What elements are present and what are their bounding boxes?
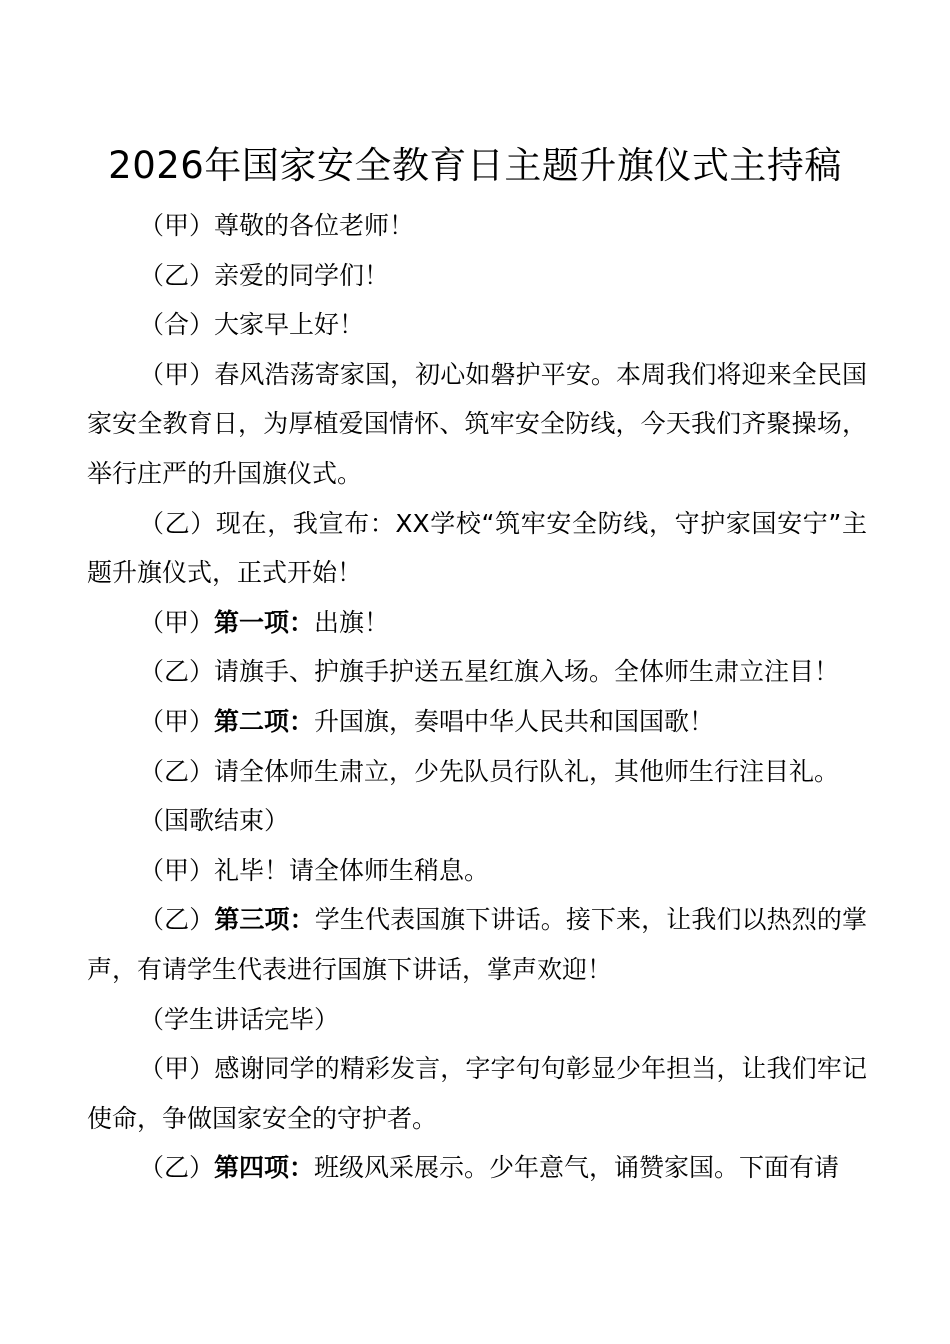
paragraph xyxy=(87,350,867,499)
paragraph xyxy=(87,796,867,846)
paragraph-text: 出旗！ xyxy=(314,607,390,637)
paragraph-text: 请旗手、护旗手护送五星红旗入场。全体师生肃立注目！ xyxy=(214,657,840,687)
paragraph xyxy=(87,300,867,350)
paragraph-text: 感谢同学的精彩发言，字字句句彰显少年担当，让我们牢记使命，争做国家安全的守护者。 xyxy=(87,1054,867,1133)
paragraph-text: 升国旗，奏唱中华人民共和国国歌！ xyxy=(314,706,715,736)
item-label: 第一项： xyxy=(214,607,315,637)
document-body xyxy=(87,201,867,1193)
item-label: 第二项： xyxy=(214,706,315,736)
paragraph-text: （国歌结束） xyxy=(139,806,290,836)
paragraph xyxy=(87,846,867,896)
document-title: 2026年国家安全教育日主题升旗仪式主持稿 xyxy=(108,144,842,187)
paragraph xyxy=(87,697,867,747)
paragraph-text: 请全体师生肃立，少先队员行队礼，其他师生行注目礼。 xyxy=(214,756,840,786)
speaker-label: （甲） xyxy=(139,855,215,885)
paragraph xyxy=(87,1044,867,1143)
paragraph-text: 亲爱的同学们！ xyxy=(214,260,390,290)
paragraph-text: 尊敬的各位老师！ xyxy=(214,211,415,240)
speaker-label: （甲） xyxy=(139,706,215,736)
speaker-label: （甲） xyxy=(139,607,215,637)
paragraph xyxy=(87,1143,867,1193)
item-label: 第四项： xyxy=(214,1153,315,1183)
paragraph-text: 礼毕！请全体师生稍息。 xyxy=(214,855,490,885)
paragraph xyxy=(87,995,867,1045)
paragraph xyxy=(87,201,867,251)
paragraph-text: 班级风采展示。少年意气，诵赞家国。下面有请 xyxy=(314,1153,840,1183)
paragraph xyxy=(87,251,867,301)
speaker-label: （乙） xyxy=(139,905,215,935)
paragraph-text: 春风浩荡寄家国，初心如磐护平安。本周我们将迎来全民国家安全教育日，为厚植爱国情怀、筑牢安全防线，今天我们齐聚操场，举行庄严的升国旗仪式。 xyxy=(87,359,867,488)
paragraph xyxy=(87,598,867,648)
speaker-label: （乙） xyxy=(139,1153,215,1183)
paragraph-text: 学生代表国旗下讲话。接下来，让我们以热烈的掌声，有请学生代表进行国旗下讲话，掌声欢迎！ xyxy=(87,905,867,984)
speaker-label: （甲） xyxy=(139,359,215,389)
paragraph-text: （学生讲话完毕） xyxy=(139,1004,340,1034)
speaker-label: （乙） xyxy=(139,508,216,538)
paragraph xyxy=(87,747,867,797)
speaker-label: （乙） xyxy=(139,756,215,786)
paragraph xyxy=(87,647,867,697)
item-label: 第三项： xyxy=(214,905,315,935)
paragraph-text: 大家早上好！ xyxy=(214,310,365,340)
paragraph xyxy=(87,895,867,994)
speaker-label: （甲） xyxy=(139,211,215,240)
speaker-label: （乙） xyxy=(139,260,215,290)
paragraph xyxy=(87,499,867,598)
paragraph-text: 现在，我宣布：XX学校“筑牢安全防线，守护家国安宁”主题升旗仪式，正式开始！ xyxy=(87,508,867,588)
speaker-label: （乙） xyxy=(139,657,215,687)
speaker-label: （合） xyxy=(139,310,215,340)
speaker-label: （甲） xyxy=(139,1054,215,1084)
